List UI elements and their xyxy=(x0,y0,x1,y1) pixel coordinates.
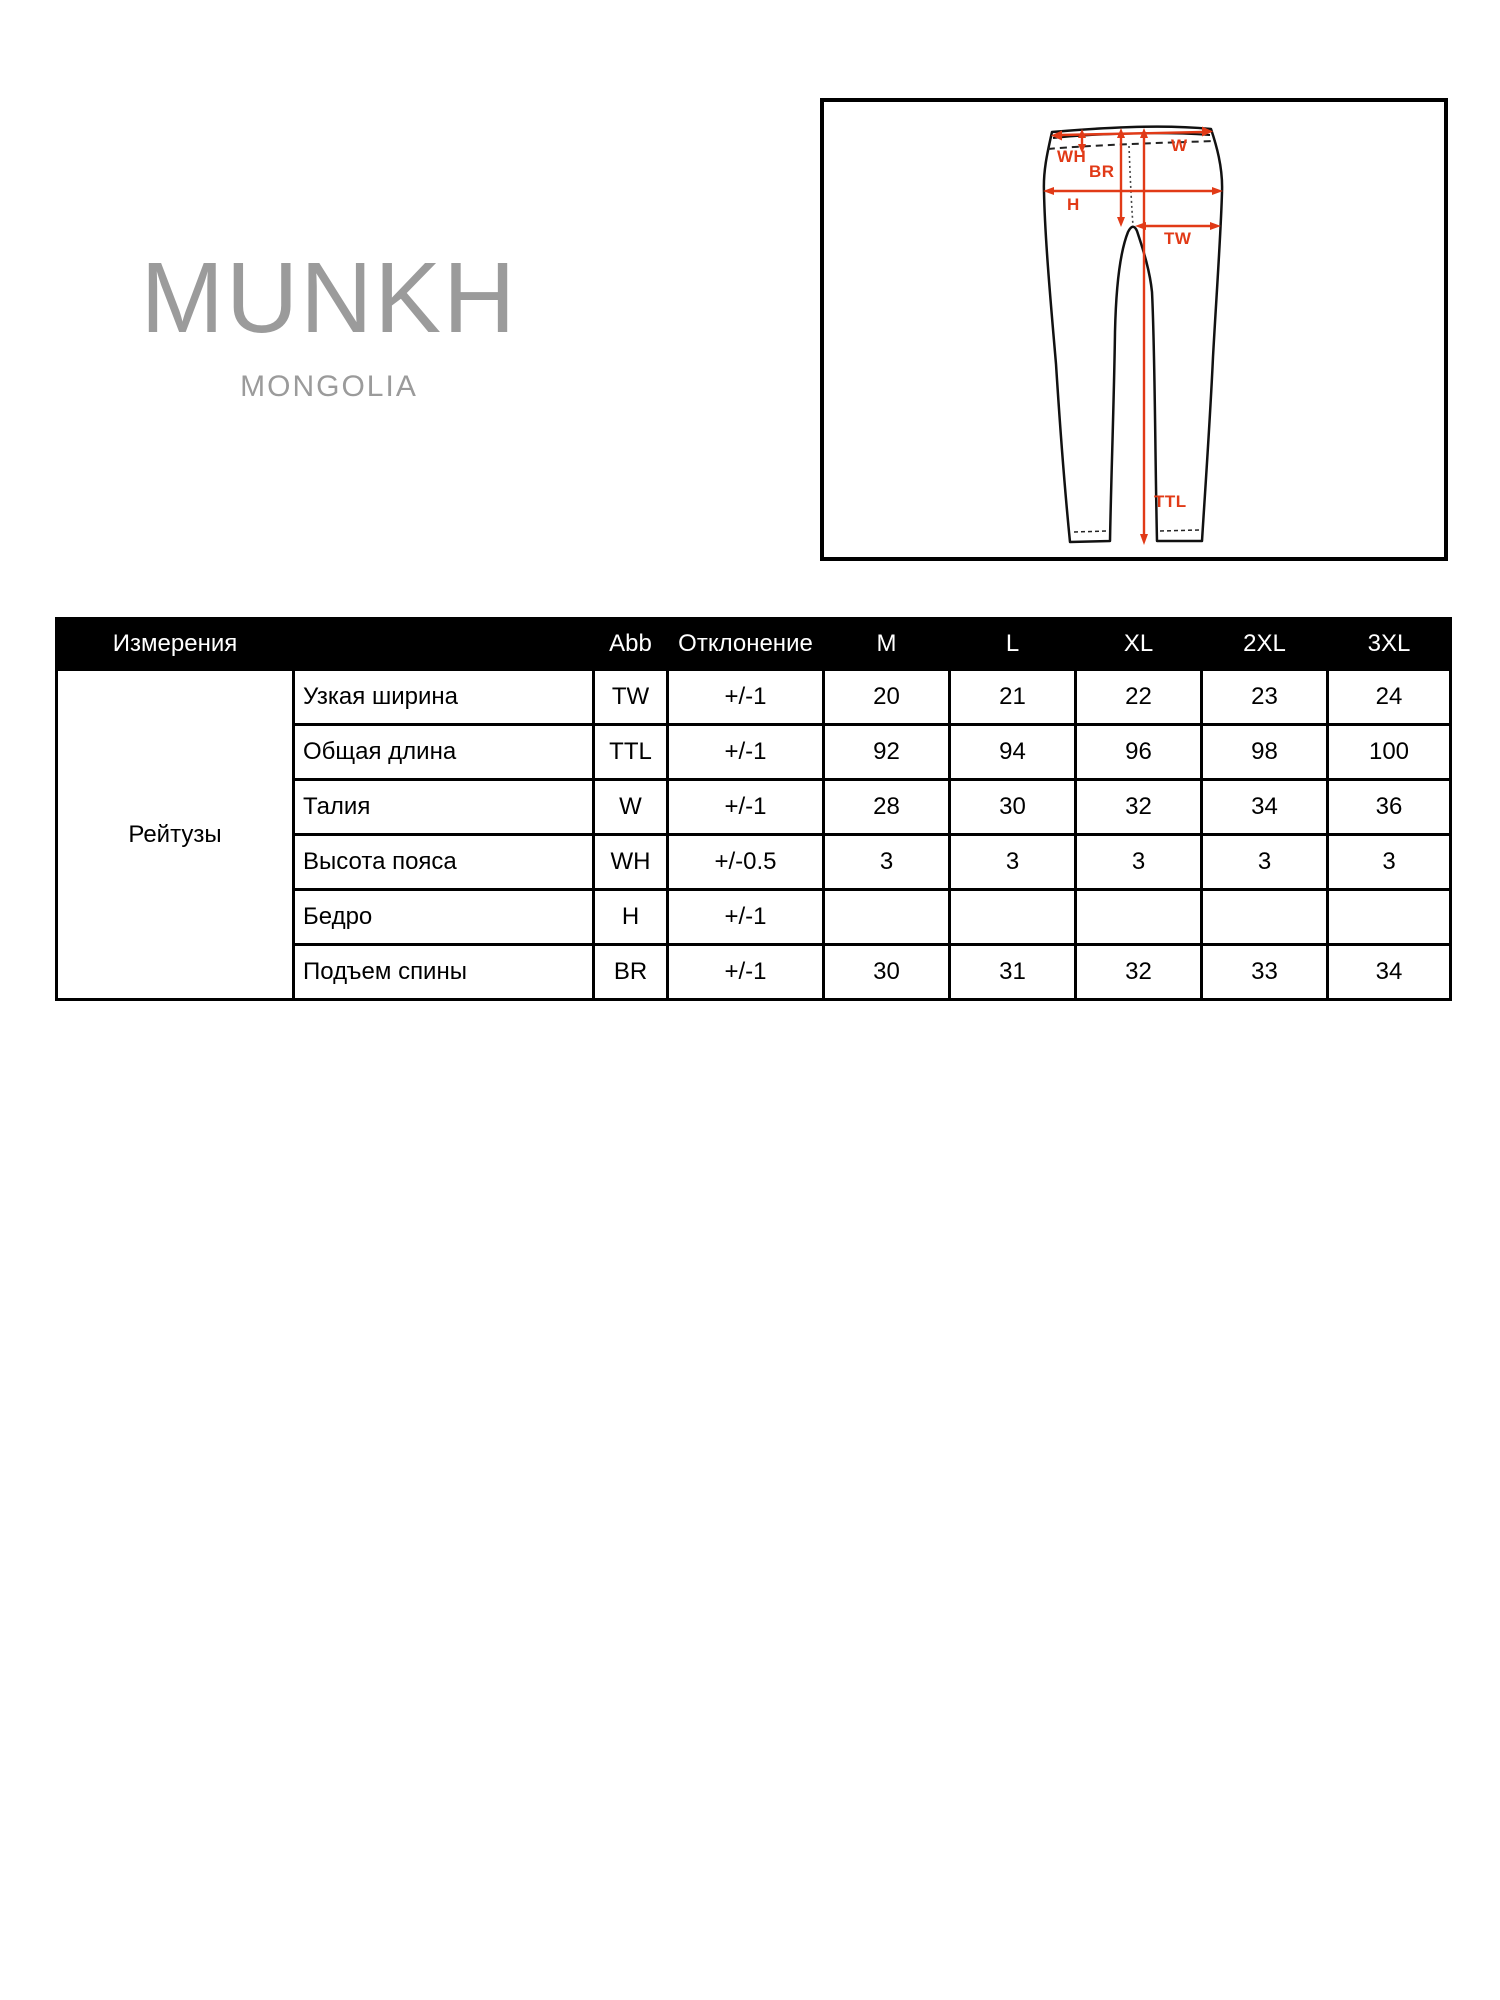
brand-logo xyxy=(0,242,658,403)
measurement-name-cell: Подъем спины xyxy=(294,945,594,1000)
size-value-cell xyxy=(1202,890,1328,945)
size-value-cell: 96 xyxy=(1076,725,1202,780)
abb-cell: W xyxy=(594,780,668,835)
diagram-label-total-length: TTL xyxy=(1154,492,1187,511)
group-label-cell: Рейтузы xyxy=(57,670,294,1000)
size-value-cell xyxy=(824,890,950,945)
size-value-cell xyxy=(1076,890,1202,945)
abb-cell: TTL xyxy=(594,725,668,780)
size-table xyxy=(55,617,1452,1001)
size-value-cell: 30 xyxy=(824,945,950,1000)
header-size-2xl: 2XL xyxy=(1202,619,1328,670)
size-value-cell: 3 xyxy=(1202,835,1328,890)
table-header-row xyxy=(57,619,1451,670)
size-value-cell: 36 xyxy=(1328,780,1451,835)
leggings-outline xyxy=(1044,127,1222,542)
total-length-arrowhead-down xyxy=(1140,534,1148,545)
brand-name: MUNKH xyxy=(140,242,518,354)
diagram-label-waistband-height: WH xyxy=(1057,147,1087,166)
measurement-name-cell: Узкая ширина xyxy=(294,670,594,725)
size-value-cell: 28 xyxy=(824,780,950,835)
header-size-m: M xyxy=(824,619,950,670)
abb-cell: H xyxy=(594,890,668,945)
size-value-cell xyxy=(1328,890,1451,945)
header-measurements: Измерения xyxy=(57,619,294,670)
abb-cell: WH xyxy=(594,835,668,890)
size-value-cell: 3 xyxy=(1328,835,1451,890)
header-deviation: Отклонение xyxy=(668,619,824,670)
size-value-cell: 31 xyxy=(950,945,1076,1000)
deviation-cell: +/-1 xyxy=(668,670,824,725)
measurement-name-cell: Общая длина xyxy=(294,725,594,780)
diagram-label-back-rise: BR xyxy=(1089,162,1115,181)
brand-subtitle: MONGOLIA xyxy=(240,370,418,403)
deviation-cell: +/-1 xyxy=(668,725,824,780)
size-value-cell: 33 xyxy=(1202,945,1328,1000)
size-value-cell: 24 xyxy=(1328,670,1451,725)
header-size-l: L xyxy=(950,619,1076,670)
size-value-cell: 3 xyxy=(824,835,950,890)
deviation-cell: +/-1 xyxy=(668,890,824,945)
deviation-cell: +/-1 xyxy=(668,780,824,835)
diagram-label-thigh-width: TW xyxy=(1164,229,1192,248)
deviation-cell: +/-0.5 xyxy=(668,835,824,890)
size-value-cell: 30 xyxy=(950,780,1076,835)
size-value-cell: 22 xyxy=(1076,670,1202,725)
size-value-cell: 98 xyxy=(1202,725,1328,780)
measurement-name-cell: Высота пояса xyxy=(294,835,594,890)
header-size-3xl: 3XL xyxy=(1328,619,1451,670)
measurement-name-cell: Талия xyxy=(294,780,594,835)
size-value-cell: 32 xyxy=(1076,945,1202,1000)
size-value-cell: 3 xyxy=(1076,835,1202,890)
size-value-cell: 34 xyxy=(1202,780,1328,835)
abb-cell: BR xyxy=(594,945,668,1000)
header-spacer xyxy=(294,619,594,670)
size-value-cell: 94 xyxy=(950,725,1076,780)
size-value-cell: 3 xyxy=(950,835,1076,890)
size-value-cell: 20 xyxy=(824,670,950,725)
size-value-cell: 21 xyxy=(950,670,1076,725)
size-value-cell xyxy=(950,890,1076,945)
size-value-cell: 100 xyxy=(1328,725,1451,780)
size-value-cell: 92 xyxy=(824,725,950,780)
deviation-cell: +/-1 xyxy=(668,945,824,1000)
diagram-label-hip: H xyxy=(1067,195,1080,214)
table-row xyxy=(57,670,1451,725)
diagram-label-waist: W xyxy=(1171,136,1188,155)
abb-cell: TW xyxy=(594,670,668,725)
size-value-cell: 23 xyxy=(1202,670,1328,725)
size-value-cell: 34 xyxy=(1328,945,1451,1000)
header-abb: Abb xyxy=(594,619,668,670)
size-value-cell: 32 xyxy=(1076,780,1202,835)
header-size-xl: XL xyxy=(1076,619,1202,670)
leggings-drawing xyxy=(824,102,1444,557)
measurement-name-cell: Бедро xyxy=(294,890,594,945)
size-diagram-box xyxy=(820,98,1448,561)
